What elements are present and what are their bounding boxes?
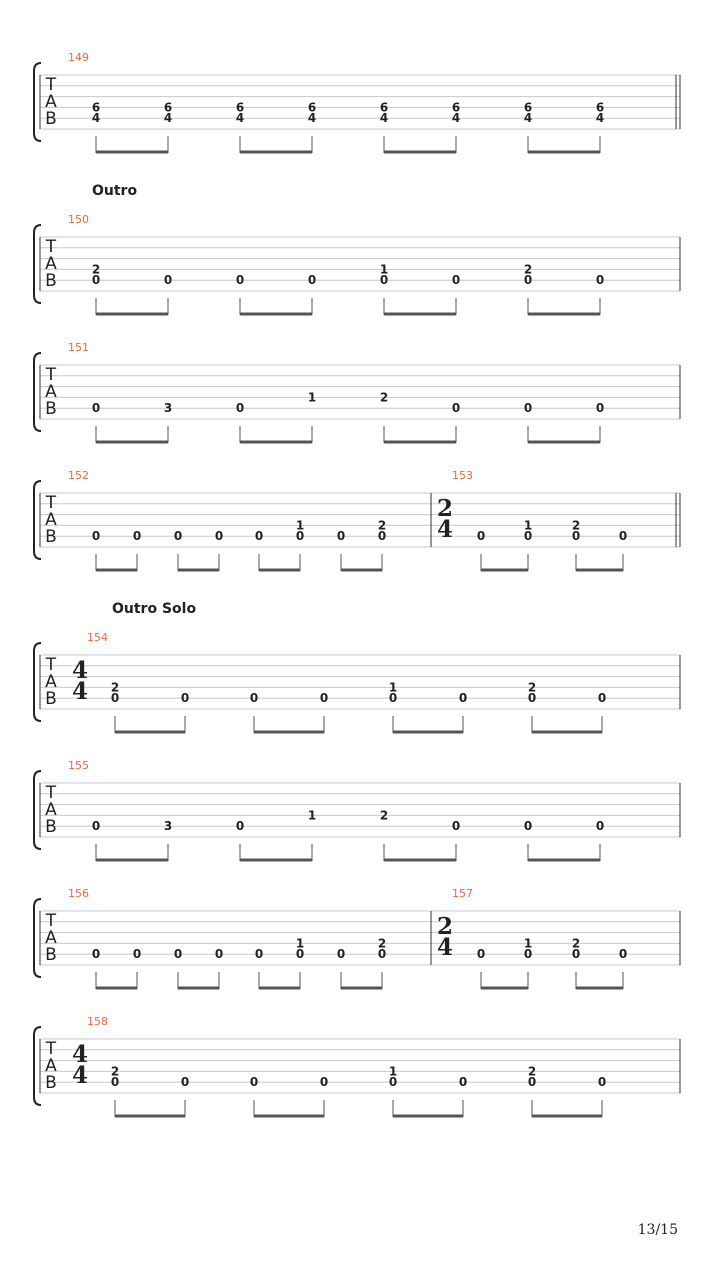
tab-clef-letter: T [45, 493, 57, 513]
fret-number: 0 [91, 401, 101, 416]
fret-number: 0 [618, 947, 628, 962]
fret-number: 0 [163, 273, 173, 288]
tab-clef-letter: A [45, 382, 57, 402]
time-signature-top: 2 [436, 495, 454, 522]
fret-number: 0 [235, 273, 245, 288]
tab-clef-letter: T [45, 655, 57, 675]
fret-number: 0 [377, 947, 387, 962]
fret-number: 2 [523, 262, 533, 277]
fret-number: 0 [336, 947, 346, 962]
measure [68, 213, 604, 315]
page-number: 13/15 [637, 1222, 678, 1238]
tab-clef-letter: A [45, 928, 57, 948]
fret-number: 6 [451, 100, 461, 115]
fret-number: 4 [595, 111, 605, 126]
fret-number: 0 [110, 691, 120, 706]
fret-number: 0 [235, 401, 245, 416]
fret-number: 3 [163, 401, 173, 416]
section-label: Outro [92, 183, 138, 199]
fret-number: 2 [379, 808, 389, 823]
tab-system [34, 887, 680, 989]
fret-number: 1 [295, 936, 305, 951]
fret-number: 0 [388, 691, 398, 706]
fret-number: 0 [180, 1075, 190, 1090]
fret-number: 2 [91, 262, 101, 277]
fret-number: 4 [307, 111, 317, 126]
fret-number: 2 [571, 518, 581, 533]
fret-number: 0 [214, 947, 224, 962]
fret-number: 0 [91, 947, 101, 962]
fret-number: 0 [336, 529, 346, 544]
tab-clef-letter: T [45, 365, 57, 385]
fret-number: 0 [249, 691, 259, 706]
tab-system [34, 1015, 680, 1117]
tab-system [34, 469, 680, 571]
fret-number: 0 [235, 819, 245, 834]
fret-number: 0 [451, 273, 461, 288]
fret-number: 6 [307, 100, 317, 115]
tab-system [34, 213, 680, 315]
fret-number: 0 [307, 273, 317, 288]
fret-number: 0 [180, 691, 190, 706]
fret-number: 0 [571, 529, 581, 544]
measure-number: 154 [87, 631, 108, 644]
measure [68, 469, 386, 571]
tab-clef-letter: A [45, 92, 57, 112]
measure [437, 469, 627, 571]
tab-clef-letter: B [45, 271, 57, 291]
tab-clef-letter: B [45, 817, 57, 837]
tab-clef-letter: B [45, 109, 57, 129]
tab-system [34, 341, 680, 443]
tab-clef-letter: A [45, 672, 57, 692]
fret-number: 0 [91, 529, 101, 544]
fret-number: 6 [523, 100, 533, 115]
measure-number: 157 [452, 887, 473, 900]
tab-clef-letter: B [45, 689, 57, 709]
fret-number: 0 [377, 529, 387, 544]
fret-number: 0 [458, 691, 468, 706]
fret-number: 6 [235, 100, 245, 115]
fret-number: 0 [254, 529, 264, 544]
fret-number: 0 [523, 947, 533, 962]
measure [68, 759, 604, 861]
fret-number: 2 [527, 1064, 537, 1079]
fret-number: 0 [319, 1075, 329, 1090]
tab-clef-letter: A [45, 510, 57, 530]
fret-number: 1 [388, 1064, 398, 1079]
measure-number: 158 [87, 1015, 108, 1028]
measure [68, 887, 386, 989]
fret-number: 0 [132, 529, 142, 544]
fret-number: 1 [379, 262, 389, 277]
measure [437, 887, 627, 989]
fret-number: 0 [595, 401, 605, 416]
fret-number: 0 [451, 819, 461, 834]
fret-number: 1 [307, 390, 317, 405]
tab-system [34, 631, 680, 733]
fret-number: 0 [527, 691, 537, 706]
fret-number: 1 [388, 680, 398, 695]
fret-number: 0 [571, 947, 581, 962]
fret-number: 0 [595, 273, 605, 288]
fret-number: 0 [527, 1075, 537, 1090]
time-signature-top: 2 [436, 913, 454, 940]
measure-number: 152 [68, 469, 89, 482]
tab-clef-letter: T [45, 237, 57, 257]
tab-clef-letter: T [45, 1039, 57, 1059]
measure-number: 156 [68, 887, 89, 900]
tab-clef-letter: B [45, 399, 57, 419]
measure-number: 153 [452, 469, 473, 482]
fret-number: 0 [476, 529, 486, 544]
fret-number: 0 [451, 401, 461, 416]
fret-number: 0 [618, 529, 628, 544]
fret-number: 0 [254, 947, 264, 962]
time-signature-bottom: 4 [436, 516, 454, 543]
fret-number: 0 [110, 1075, 120, 1090]
tab-clef-letter: B [45, 945, 57, 965]
tab-clef-letter: A [45, 800, 57, 820]
fret-number: 0 [295, 947, 305, 962]
fret-number: 4 [379, 111, 389, 126]
fret-number: 2 [377, 936, 387, 951]
fret-number: 0 [173, 529, 183, 544]
tab-clef-letter: B [45, 1073, 57, 1093]
fret-number: 0 [476, 947, 486, 962]
fret-number: 4 [523, 111, 533, 126]
fret-number: 2 [110, 1064, 120, 1079]
tab-clef-letter: T [45, 783, 57, 803]
fret-number: 0 [91, 819, 101, 834]
fret-number: 0 [597, 1075, 607, 1090]
tab-clef-letter: T [45, 911, 57, 931]
fret-number: 0 [458, 1075, 468, 1090]
time-signature-bottom: 4 [71, 678, 89, 705]
fret-number: 6 [595, 100, 605, 115]
fret-number: 2 [571, 936, 581, 951]
tab-clef-letter: A [45, 1056, 57, 1076]
measure [72, 1015, 606, 1117]
fret-number: 2 [527, 680, 537, 695]
tab-system [34, 51, 680, 153]
fret-number: 0 [249, 1075, 259, 1090]
fret-number: 0 [523, 401, 533, 416]
fret-number: 4 [163, 111, 173, 126]
tab-clef-letter: T [45, 75, 57, 95]
fret-number: 3 [163, 819, 173, 834]
measure [68, 341, 604, 443]
fret-number: 6 [91, 100, 101, 115]
fret-number: 2 [377, 518, 387, 533]
fret-number: 0 [523, 273, 533, 288]
measure-number: 150 [68, 213, 89, 226]
fret-number: 4 [235, 111, 245, 126]
fret-number: 6 [379, 100, 389, 115]
fret-number: 1 [307, 808, 317, 823]
fret-number: 0 [523, 819, 533, 834]
fret-number: 2 [379, 390, 389, 405]
measure [72, 631, 606, 733]
fret-number: 2 [110, 680, 120, 695]
fret-number: 0 [388, 1075, 398, 1090]
fret-number: 0 [523, 529, 533, 544]
fret-number: 0 [597, 691, 607, 706]
tab-clef-letter: A [45, 254, 57, 274]
fret-number: 0 [173, 947, 183, 962]
fret-number: 1 [295, 518, 305, 533]
measure-number: 151 [68, 341, 89, 354]
fret-number: 4 [91, 111, 101, 126]
fret-number: 0 [319, 691, 329, 706]
fret-number: 4 [451, 111, 461, 126]
time-signature-top: 4 [71, 657, 89, 684]
tab-clef-letter: B [45, 527, 57, 547]
time-signature-top: 4 [71, 1041, 89, 1068]
fret-number: 6 [163, 100, 173, 115]
fret-number: 1 [523, 936, 533, 951]
tab-system [34, 759, 680, 861]
time-signature-bottom: 4 [436, 934, 454, 961]
systems [34, 51, 680, 1117]
measure-number: 149 [68, 51, 89, 64]
fret-number: 0 [595, 819, 605, 834]
fret-number: 1 [523, 518, 533, 533]
fret-number: 0 [379, 273, 389, 288]
fret-number: 0 [295, 529, 305, 544]
fret-number: 0 [214, 529, 224, 544]
section-label: Outro Solo [112, 601, 197, 617]
fret-number: 0 [91, 273, 101, 288]
time-signature-bottom: 4 [71, 1062, 89, 1089]
measure-number: 155 [68, 759, 89, 772]
fret-number: 0 [132, 947, 142, 962]
measure [68, 51, 604, 153]
